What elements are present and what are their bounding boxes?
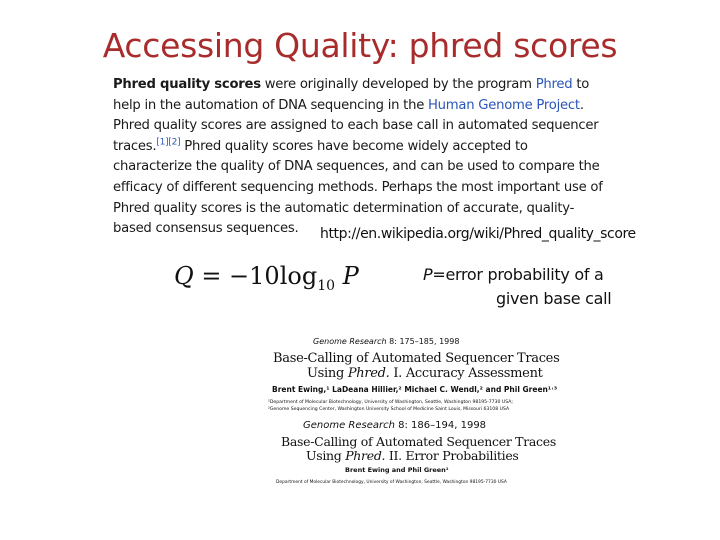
paper2-title-line1: Base-Calling of Automated Sequencer Traces [281, 434, 556, 449]
p-definition-line2: given base call [496, 289, 612, 308]
citation-links[interactable]: [1][2] [156, 137, 181, 148]
formula-p: P [342, 262, 359, 290]
wikipedia-url[interactable]: http://en.wikipedia.org/wiki/Phred_quality_score [320, 226, 636, 242]
paper1-title-phred: Phred. [347, 366, 390, 381]
paper2-journal-line [303, 420, 486, 431]
paper1-citation: 8: 175–185, 1998 [386, 337, 460, 346]
paper2-title-suffix: II. Error Probabilities [385, 448, 519, 463]
paper1-title-suffix: I. Accuracy Assessment [389, 366, 543, 381]
excerpt-text: to help in the automation of DNA sequencing in the [113, 77, 590, 113]
paper2-title-prefix: Using [306, 448, 346, 463]
paper1-affiliation1: ¹Department of Molecular Biotechnology, University of Washington, Seattle, Washington 98195-7730 USA; [268, 400, 513, 405]
phred-link[interactable]: Phred [535, 77, 573, 92]
paper1-title-line2 [307, 366, 543, 381]
paper2-title-phred: Phred. [345, 448, 386, 463]
paper2-title-line2 [306, 448, 519, 463]
wikipedia-excerpt [113, 75, 603, 240]
phred-formula [174, 262, 359, 294]
paper1-authors: Brent Ewing,¹ LaDeana Hillier,² Michael C. Wendl,² and Phil Green¹˒³ [272, 385, 558, 394]
excerpt-text: Phred quality scores have become widely accepted to characterize the quality of DNA sequences, and can be used to compare the efficacy of different sequencing methods. Perhaps the most important use of Phred quality scores is the automatic determination of accurate, quality-based consensus sequences. [113, 138, 603, 237]
paper2-affiliation: Department of Molecular Biotechnology, University of Washington, Seattle, Washington 98195-7730 USA [276, 480, 507, 485]
p-symbol: P [423, 265, 433, 284]
excerpt-text: . Phred quality scores are assigned to each base call in automated sequencer traces. [113, 97, 599, 154]
excerpt-text: were originally developed by the program [260, 77, 536, 92]
paper2-journal: Genome Research [303, 420, 395, 431]
slide-title: Accessing Quality: phred scores [102, 26, 618, 65]
paper1-journal-line [313, 337, 459, 346]
paper2-citation: 8: 186–194, 1998 [394, 420, 487, 431]
term-phred-quality-scores: Phred quality scores [113, 77, 261, 92]
formula-log-base: 10 [317, 278, 336, 294]
formula-q: Q [174, 262, 194, 290]
formula-expression: = −10log [193, 262, 318, 290]
p-definition-line1 [423, 265, 603, 284]
p-definition-text: =error probability of a [432, 265, 604, 284]
paper1-title-prefix: Using [307, 366, 348, 381]
human-genome-project-link[interactable]: Human Genome Project [428, 97, 580, 113]
paper2-authors: Brent Ewing and Phil Green¹ [345, 466, 449, 474]
paper1-affiliation2: ²Genome Sequencing Center, Washington University School of Medicine Saint Louis, Missouri 63108 USA [268, 407, 510, 412]
paper1-title-line1: Base-Calling of Automated Sequencer Traces [273, 351, 560, 366]
paper1-journal: Genome Research [313, 337, 387, 346]
